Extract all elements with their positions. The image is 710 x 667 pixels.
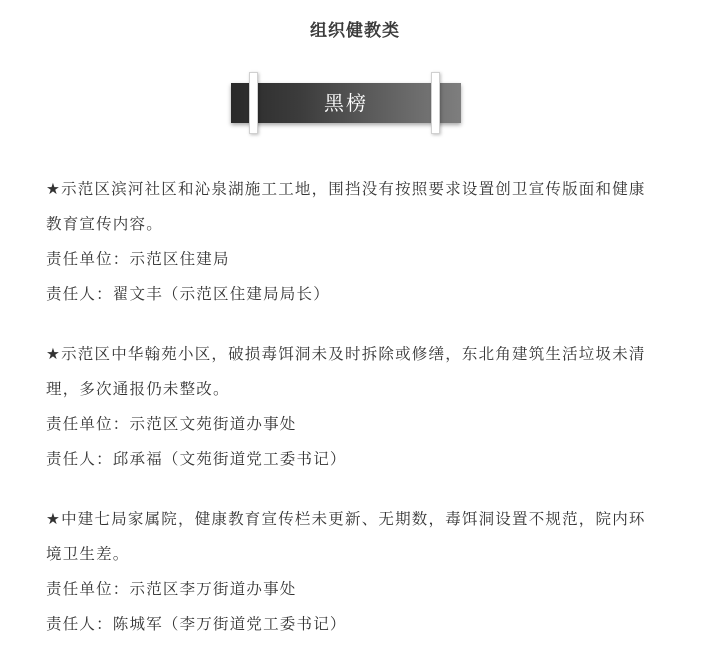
section-title: 组织健教类 (310, 21, 400, 41)
entry-responsible-unit: 责任单位：示范区住建局 (46, 250, 230, 268)
banner-label: 黑榜 (324, 91, 368, 115)
entry-responsible-unit: 责任单位：示范区李万街道办事处 (46, 580, 297, 598)
entry-responsible-unit: 责任单位：示范区文苑街道办事处 (46, 415, 297, 433)
entry-responsible-person: 责任人：陈城军（李万街道党工委书记） (46, 615, 347, 633)
entries-list (46, 172, 656, 667)
banner-post-left (249, 72, 258, 134)
list-item (46, 337, 656, 477)
list-item (46, 502, 656, 642)
entry-description: ★示范区中华翰苑小区，破损毒饵洞未及时拆除或修缮，东北角建筑生活垃圾未清理，多次通报仍未整改。 (46, 345, 646, 398)
banner-post-right (431, 72, 440, 134)
list-item (46, 172, 656, 312)
entry-responsible-person: 责任人：邱承福（文苑街道党工委书记） (46, 450, 347, 468)
entry-description: ★示范区滨河社区和沁泉湖施工工地，围挡没有按照要求设置创卫宣传版面和健康教育宣传内容。 (46, 180, 646, 233)
entry-description: ★中建七局家属院，健康教育宣传栏未更新、无期数，毒饵洞设置不规范，院内环境卫生差。 (46, 510, 646, 563)
blacklist-banner (229, 72, 467, 134)
entry-responsible-person: 责任人：翟文丰（示范区住建局局长） (46, 285, 330, 303)
